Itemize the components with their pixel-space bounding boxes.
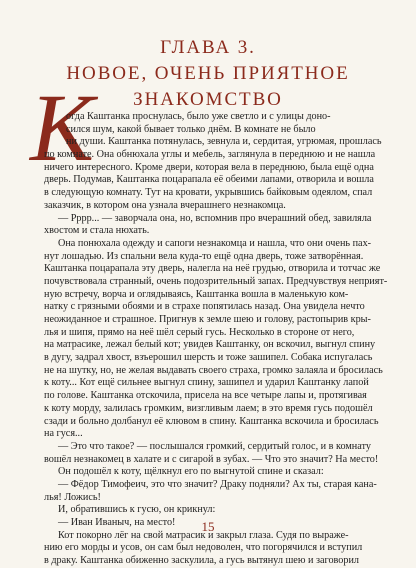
text-line: И, обратившись к гусю, он крикнул: xyxy=(58,504,216,516)
text-line: нию его морды и усов, он сам был недоволен, что погорячился и вступил xyxy=(44,542,363,554)
text-line: Кот покорно лёг на свой матрасик и закрыл глаза. Судя по выраже- xyxy=(58,529,349,541)
text-line: лья! Ложись! xyxy=(44,491,101,503)
text-line: в следующую комнату. Тут на кровати, укрывшись байковым одеялом, спал xyxy=(44,187,373,199)
text-line: огда Каштанка проснулась, было уже светло и с улицы доно- xyxy=(66,111,331,122)
text-line: — Иван Иваныч, на место! xyxy=(58,517,176,528)
text-line: — Фёдор Тимофеич, это что значит? Драку подняли? Ах ты, старая кана- xyxy=(58,478,377,490)
text-line: на матрасике, лежал белый кот; увидев Каштанку, он вскочил, выгнул спину xyxy=(44,339,376,351)
chapter-title-line-1: НОВОЕ, ОЧЕНЬ ПРИЯТНОЕ xyxy=(66,63,350,84)
text-line: хвостом и стала нюхать. xyxy=(44,225,150,237)
drop-cap: К xyxy=(30,74,94,181)
text-line: по голове. Каштанка отскочила, присела на все четыре лапы и, протягивая xyxy=(44,390,367,402)
text-line: в драку. Каштанка обиженно заскулила, а гусь вытянул шею и заговорил xyxy=(44,555,360,567)
text-line: почувствовала странный, очень подозрительный запах. Предчувствуя неприят- xyxy=(44,275,388,287)
chapter-number: ГЛАВА 3. xyxy=(160,37,256,58)
text-line: ничего интересного. Кроме двери, которая вела в переднюю, была ещё одна xyxy=(44,161,374,173)
text-line: ни души. Каштанка потянулась, зевнула и, сердитая, угрюмая, прошлась xyxy=(66,136,382,148)
chapter-text xyxy=(44,111,388,568)
text-line: к коту морду, залилась громким, визгливым лаем; в это время гусь подошёл xyxy=(44,402,373,414)
text-line: по комнате. Она обнюхала углы и мебель, заглянула в переднюю и не нашла xyxy=(44,149,376,161)
text-line: к коту... Кот ещё сильнее выгнул спину, зашипел и ударил Каштанку лапой xyxy=(44,377,369,389)
page-number: 15 xyxy=(201,519,215,534)
text-line: нут лошадью. Из спальни вела куда-то ещё одна дверь, тоже затворённая. xyxy=(44,250,364,262)
text-line: — Рррр... — заворчала она, но, вспомнив про вчерашний обед, завиляла xyxy=(58,212,372,224)
text-line: заказчик, в котором она узнала вчерашнего незнакомца. xyxy=(44,199,286,211)
text-line: лья и шипя, прямо на неё шёл серый гусь. Несколько в стороне от него, xyxy=(44,326,355,338)
text-line: не на шутку, но, не желая выдавать своего страха, громко залаяла и бросилась xyxy=(44,364,383,376)
text-line: на гуся... xyxy=(44,428,83,440)
text-line: неожиданное и страшное. Пригнув к земле шею и голову, растопырив кры- xyxy=(44,314,371,325)
text-line: сзади и больно долбанул её клювом в спину. Каштанка вскочила и бросилась xyxy=(44,415,379,427)
text-line: ную встречу, ворча и оглядываясь, Каштанка вошла в маленькую ком- xyxy=(44,288,349,300)
text-line: дверь. Подумав, Каштанка поцарапала её обеими лапами, отворила и вошла xyxy=(44,174,374,186)
text-line: сился шум, какой бывает только днём. В комнате не было xyxy=(66,123,316,135)
text-line: натку с грязными обоями и в страхе попятилась назад. Она увидела нечто xyxy=(44,301,365,313)
text-line: Она понюхала одежду и сапоги незнакомца и нашла, что они очень пах- xyxy=(58,237,372,249)
text-line: Каштанка поцарапала эту дверь, налегла на неё грудью, отворила и тотчас же xyxy=(44,263,381,275)
text-line: в дугу, задрал хвост, взъерошил шерсть и тоже зашипел. Собака испугалась xyxy=(44,352,373,364)
text-line: Он подошёл к коту, щёлкнул его по выгнутой спине и сказал: xyxy=(58,466,324,478)
text-line: вошёл незнакомец в халате и с сигарой в зубах. — Что это значит? На место! xyxy=(44,453,379,465)
chapter-title-line-2: ЗНАКОМСТВО xyxy=(133,89,283,110)
text-line: — Это что такое? — послышался громкий, сердитый голос, и в комнату xyxy=(58,440,371,452)
